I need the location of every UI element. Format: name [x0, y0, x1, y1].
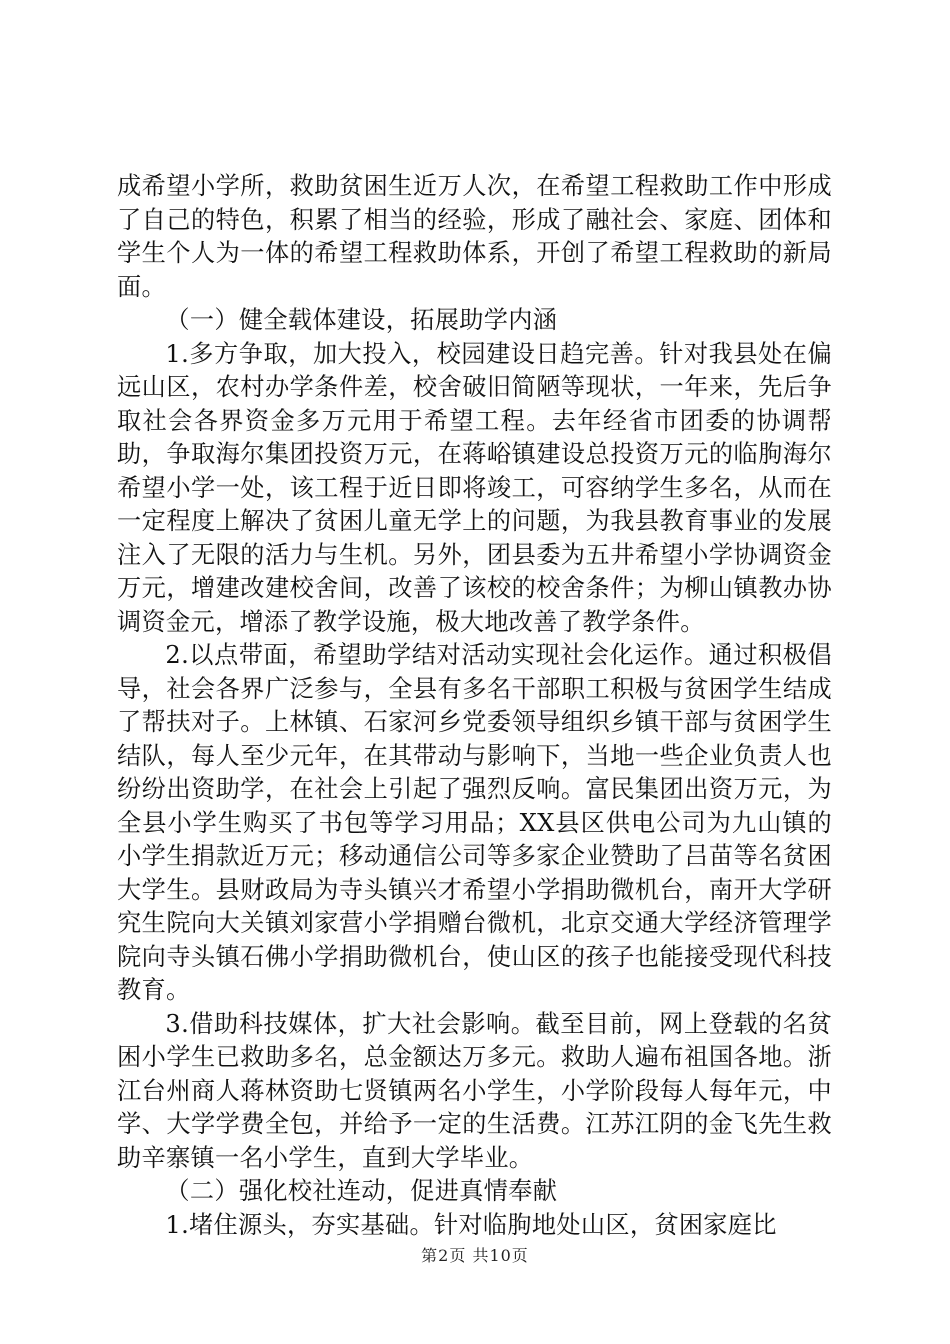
page-footer [0, 1243, 950, 1266]
paragraph-continuation: 成希望小学所，救助贫困生近万人次，在希望工程救助工作中形成了自己的特色，积累了相当的经验，形成了融社会、家庭、团体和学生个人为一体的希望工程救助体系，开创了希望工程救助的新局面。 [117, 172, 832, 301]
paragraph-item-3: 3.借助科技媒体，扩大社会影响。截至目前，网上登载的名贫困小学生已救助多名，总金额达万多元。救助人遍布祖国各地。浙江台州商人蒋林资助七贤镇两名小学生，小学阶段每人每年元，中学、大学学费全包，并给予一定的生活费。江苏江阴的金飞先生救助辛寨镇一名小学生，直到大学毕业。 [117, 1009, 832, 1172]
paragraph-item-1: 1.多方争取，加大投入，校园建设日趋完善。针对我县处在偏远山区，农村办学条件差，校舍破旧简陋等现状，一年来，先后争取社会各界资金多万元用于希望工程。去年经省市团委的协调帮助，争取海尔集团投资万元，在蒋峪镇建设总投资万元的临朐海尔希望小学一处，该工程于近日即将竣工，可容纳学生多名，从而在一定程度上解决了贫困儿童无学上的问题，为我县教育事业的发展注入了无限的活力与生机。另外，团县委为五井希望小学协调资金万元，增建改建校舍间，改善了该校的校舍条件；为柳山镇教办协调资金元，增添了教学设施，极大地改善了教学条件。 [117, 339, 832, 636]
section-heading-2: （二）强化校社连动，促进真情奉献 [165, 1177, 558, 1205]
section-heading-1: （一）健全载体建设，拓展助学内涵 [165, 306, 558, 334]
paragraph-item-2: 2.以点带面，希望助学结对活动实现社会化运作。通过积极倡导，社会各界广泛参与，全县有多名干部职工积极与贫困学生结成了帮扶对子。上林镇、石家河乡党委领导组织乡镇干部与贫困学生结队，每人至少元年，在其带动与影响下，当地一些企业负责人也纷纷出资助学，在社会上引起了强烈反响。富民集团出资万元，为全县小学生购买了书包等学习用品；XX县区供电公司为九山镇的小学生捐款近万元；移动通信公司等多家企业赞助了吕苗等名贫困大学生。县财政局为寺头镇兴才希望小学捐助微机台，南开大学研究生院向大关镇刘家营小学捐赠台微机，北京交通大学经济管理学院向寺头镇石佛小学捐助微机台，使山区的孩子也能接受现代科技教育。 [117, 641, 832, 1004]
page-number: 第2页 共10页 [421, 1246, 529, 1265]
document-body [117, 170, 832, 1242]
paragraph-item-4: 1.堵住源头，夯实基础。针对临朐地处山区，贫困家庭比 [165, 1210, 777, 1239]
